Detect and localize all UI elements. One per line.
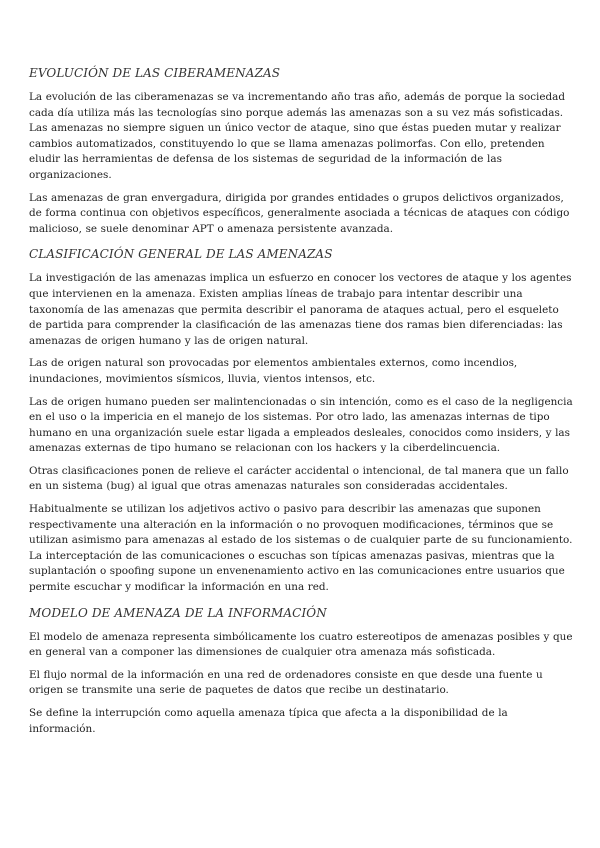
paragraph: Otras clasificaciones ponen de relieve el carácter accidental o intencional, de tal manera que un fallo en un sistema (bug) al igual que otras amenazas naturales son consideradas accidentales.: [29, 464, 569, 493]
paragraph: Las de origen humano pueden ser malintencionadas o sin intención, como es el caso de la negligencia en el uso o la impericia en el manejo de los sistemas. Por otro lado, las amenazas internas de tipo humano en una organización suele estar ligada a empleados desleales, conocidos como insiders, y las amenazas externas de tipo humano se relacionan con los hackers y la ciberdelincuencia.: [29, 395, 573, 455]
paragraph: El modelo de amenaza representa simbólicamente los cuatro estereotipos de amenazas posibles y que en general van a componer las dimensiones de cualquier otra amenaza más sofisticada.: [29, 630, 573, 659]
paragraph: La investigación de las amenazas implica un esfuerzo en conocer los vectores de ataque y los agentes que intervienen en la amenaza. Existen amplias líneas de trabajo para intentar describir una taxonomía de las amenazas que permita describir el panorama de ataques actual, pero el esqueleto de partida para comprender la clasificación de las amenazas tiene dos ramas bien diferenciadas: las amenazas de origen humano y las de origen natural.: [29, 272, 572, 347]
document-page: [29, 66, 574, 744]
paragraph: Se define la interrupción como aquella amenaza típica que afecta a la disponibilidad de la información.: [29, 707, 508, 735]
section-heading-clasificacion: CLASIFICACIÓN GENERAL DE LAS AMENAZAS: [29, 247, 333, 262]
paragraph: El flujo normal de la información en una red de ordenadores consiste en que desde una fuente u origen se transmite una serie de paquetes de datos que recibe un destinatario.: [29, 668, 543, 697]
paragraph: Las amenazas de gran envergadura, dirigida por grandes entidades o grupos delictivos organizados, de forma continua con objetivos específicos, generalmente asociada a técnicas de ataques con código malicioso, se suele denominar APT o amenaza persistente avanzada.: [29, 191, 570, 235]
section-heading-modelo: MODELO DE AMENAZA DE LA INFORMACIÓN: [29, 605, 327, 620]
paragraph: Las de origen natural son provocadas por elementos ambientales externos, como incendios, inundaciones, movimientos sísmicos, lluvia, vientos intensos, etc.: [29, 357, 518, 385]
paragraph: La evolución de las ciberamenazas se va incrementando año tras año, además de porque la sociedad cada día utiliza más las tecnologías sino porque además las amenazas son a su vez más sofisticadas. Las amenazas no siempre siguen un único vector de ataque, sino que éstas pueden mutar y realizar cambios automatizados, constituyendo lo que se llama amenazas polimorfas. Con ello, pretenden eludir las herramientas de defensa de los sistemas de seguridad de la información de las organizaciones.: [29, 91, 566, 181]
section-heading-evolucion: EVOLUCIÓN DE LAS CIBERAMENAZAS: [29, 66, 281, 80]
paragraph: Habitualmente se utilizan los adjetivos activo o pasivo para describir las amenazas que suponen respectivamente una alteración en la información o no provoquen modificaciones, términos que se utilizan asimismo para amenazas al estado de los sistemas o de cualquier parte de su funcionamiento. La interceptación de las comunicaciones o escuchas son típicas amenazas pasivas, mientras que la suplantación o spoofing supone un envenenamiento activo en las comunicaciones entre usuarios que permite escuchar y modificar la información en una red.: [29, 503, 573, 594]
